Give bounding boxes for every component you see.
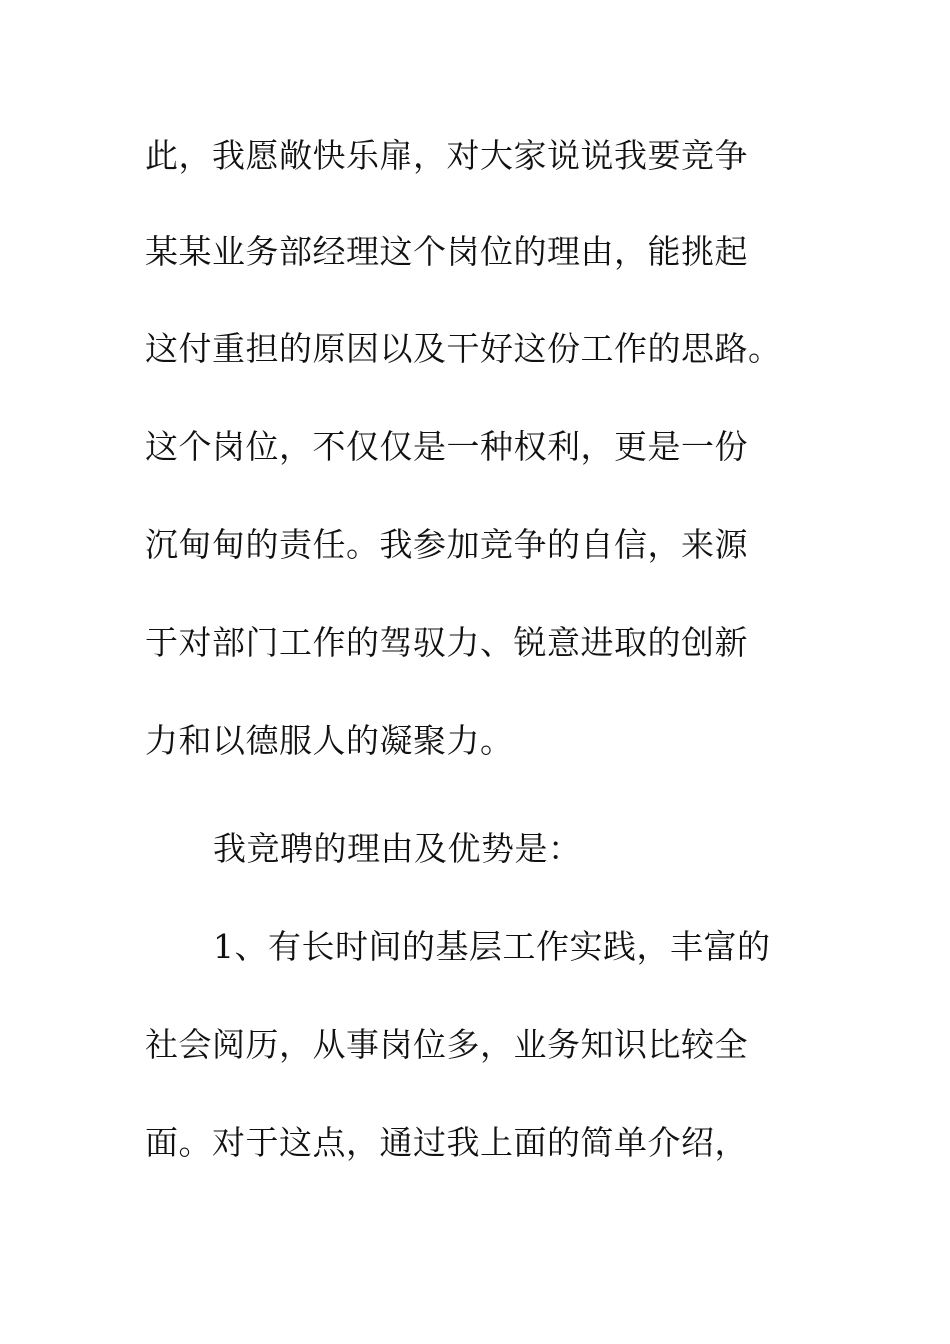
text-line: 这个岗位，不仅仅是一种权利，更是一份 [145,427,748,466]
text-line: 某某业务部经理这个岗位的理由，能挑起 [145,232,748,271]
text-line: 此，我愿敞快乐扉，对大家说说我要竞争 [145,136,748,175]
paragraph-first-line: 我竞聘的理由及优势是： [213,829,582,868]
text-line: 面。对于这点，通过我上面的简单介绍， [145,1123,748,1162]
text-line: 力和以德服人的凝聚力。 [145,721,514,760]
text-line: 这付重担的原因以及干好这份工作的思路。 [145,329,782,368]
text-line: 沉甸甸的责任。我参加竞争的自信，来源 [145,525,748,564]
paragraph-first-line: 1、有长时间的基层工作实践，丰富的 [213,927,771,966]
text-line: 社会阅历，从事岗位多，业务知识比较全 [145,1025,748,1064]
text-line: 于对部门工作的驾驭力、锐意进取的创新 [145,623,748,662]
